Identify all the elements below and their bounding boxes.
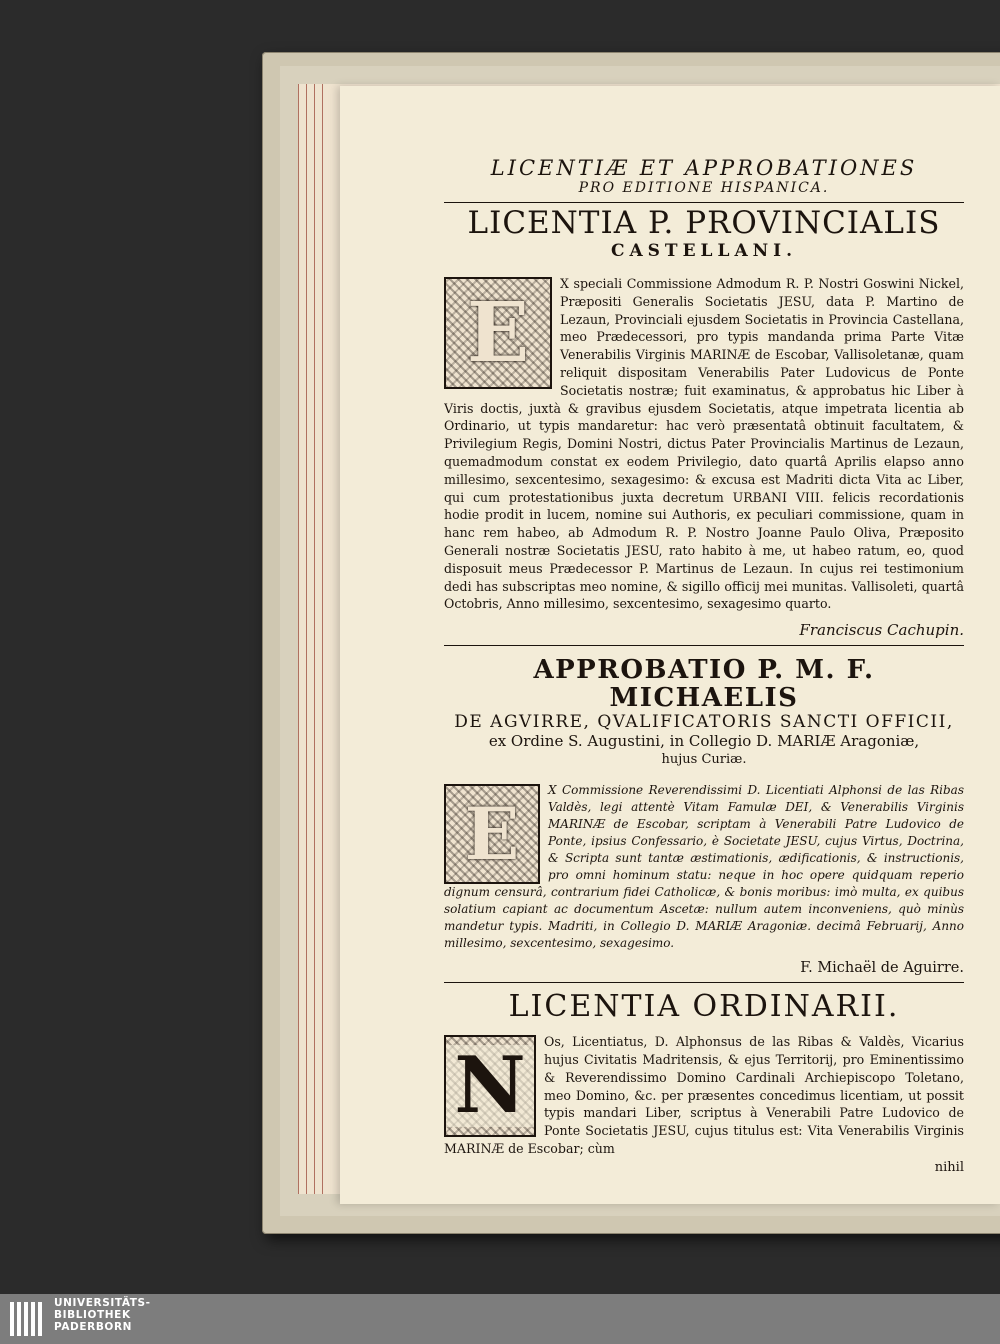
catchword: nihil bbox=[934, 1159, 964, 1175]
library-name-line-2: BIBLIOTHEK bbox=[54, 1308, 131, 1321]
section2-text: X Commissione Reverendissimi D. Licentiati Alphonsi de las Ribas Valdès, legi attentè Vitam Famulæ DEI, & Venerabilis Virginis MARINÆ de Escobar, scriptam à Venerabili Patre Ludovico de Ponte, ipsius Confessario, è Societate JESU, cujus Virtus, Doctrina, & Scripta sunt tantæ æstimationis, ædificationis, & instructionis, pro omni hominum statu: neque in hoc opere quidquam reperio dignum censurâ, contrarium fidei Catholicæ, & bonis moribus: imò multa, ex quibus solatium capiant ac documentum Ascetæ: nullum autem inconveniens, quò minùs mandetur typis. Madriti, in Collegio D. MARIÆ Aragoniæ. decimâ Februarij, Anno millesimo, sexcentesimo, sexagesimo. bbox=[444, 783, 964, 951]
section1-title: LICENTIA P. PROVINCIALIS bbox=[467, 205, 941, 241]
section1-text: X speciali Commissione Admodum R. P. Nostri Goswini Nickel, Præpositi Generalis Societatis JESU, data P. Martino de Lezaun, Provinciali ejusdem Societatis in Provincia Castellana, meo Prædecessori, pro typis mandanda prima Parte Vitæ Venerabilis Virginis MARINÆ de Escobar, Vallisoletanæ, quam reliquit dispositam Venerabilis Pater Ludovicus de Ponte Societatis nostræ; fuit examinatus, & approbatus hic Liber à Viris doctis, juxtà & gravibus ejusdem Societatis, atque impetrata licentia ab Ordinario, ut typis mandaretur: hac verò præsentatâ obtinuit facultatem, & Privilegium Regis, Domini Nostri, dictus Pater Provincialis Martinus de Lezaun, quemadmodum constat ex eodem Privilegio, dato quartâ Aprilis elapso anno millesimo, sexcentesimo, sexagesimo: & excusa est Madriti dicta Vita ac Liber, qui cum protestationibus juxta decretum URBANI VIII. felicis recordationis hodie prodit in lucem, nomine sui Authoris, ex peculiari commissione, quam in hanc rem habeo, ab Admodum R. P. Nostro Joanne Paulo Oliva, Præposito Generali nostræ Societatis JESU, rato habito à me, ut habeo ratum, eo, quod disposuit meus Prædecessor P. Martinus de Lezaun. In cujus rei testimonium dedi has subscriptas meo nomine, & sigillo officij mei munitas. Vallisoleti, quartâ Octobris, Anno millesimo, sexcentesimo, sexagesimo quarto. bbox=[444, 276, 964, 612]
section1-body bbox=[444, 275, 964, 613]
divider-rule bbox=[444, 982, 964, 983]
decorated-initial-e bbox=[444, 277, 552, 389]
section1-signature: Franciscus Cachupin. bbox=[799, 621, 964, 640]
section2-title: APPROBATIO P. M. F. MICHAELIS bbox=[533, 655, 875, 714]
library-name-line-3: PADERBORN bbox=[54, 1320, 133, 1333]
section2-title-line-3: ex Ordine S. Augustini, in Collegio D. MARIÆ Aragoniæ, bbox=[488, 732, 920, 751]
decorated-initial-n bbox=[444, 1035, 536, 1137]
section3-text: Os, Licentiatus, D. Alphonsus de las Ribas & Valdès, Vicarius hujus Civitatis Madritensis, & ejus Territorij, pro Eminentissimo & Reverendissimo Domino Cardinali Archiepiscopo Toletano, meo Domino, &c. per præsentes concedimus licentiam, ut possit typis mandari Liber, scriptus à Venerabili Patre Ludovico de Ponte Societatis JESU, cujus titulus est: Vita Venerabilis Virginis MARINÆ de Escobar; cùm bbox=[444, 1034, 964, 1156]
initial-letter: E bbox=[464, 791, 520, 877]
header-line-1: LICENTIÆ ET APPROBATIONES bbox=[490, 156, 918, 180]
section1-subtitle: CASTELLANI. bbox=[610, 241, 798, 261]
book-page bbox=[340, 86, 1000, 1204]
library-logo-icon bbox=[8, 1298, 50, 1340]
section2-body bbox=[444, 782, 964, 952]
page-content bbox=[444, 156, 964, 1175]
section3-body bbox=[444, 1033, 964, 1158]
divider-rule bbox=[444, 202, 964, 203]
section2-signature: F. Michaël de Aguirre. bbox=[800, 960, 964, 977]
section2-title-line-4: hujus Curiæ. bbox=[661, 752, 747, 768]
library-name-line-1: UNIVERSITÄTS- bbox=[54, 1297, 151, 1309]
divider-rule bbox=[444, 645, 964, 646]
section3-title: LICENTIA ORDINARII. bbox=[508, 989, 900, 1025]
decorated-initial-e bbox=[444, 784, 540, 884]
initial-letter: E bbox=[466, 285, 530, 381]
library-name bbox=[54, 1298, 151, 1333]
header-line-2: PRO EDITIONE HISPANICA. bbox=[578, 180, 830, 196]
section2-title-line-2: DE AGVIRRE, QVALIFICATORIS SANCTI OFFICII, bbox=[454, 712, 954, 733]
initial-letter: N bbox=[446, 1045, 534, 1127]
